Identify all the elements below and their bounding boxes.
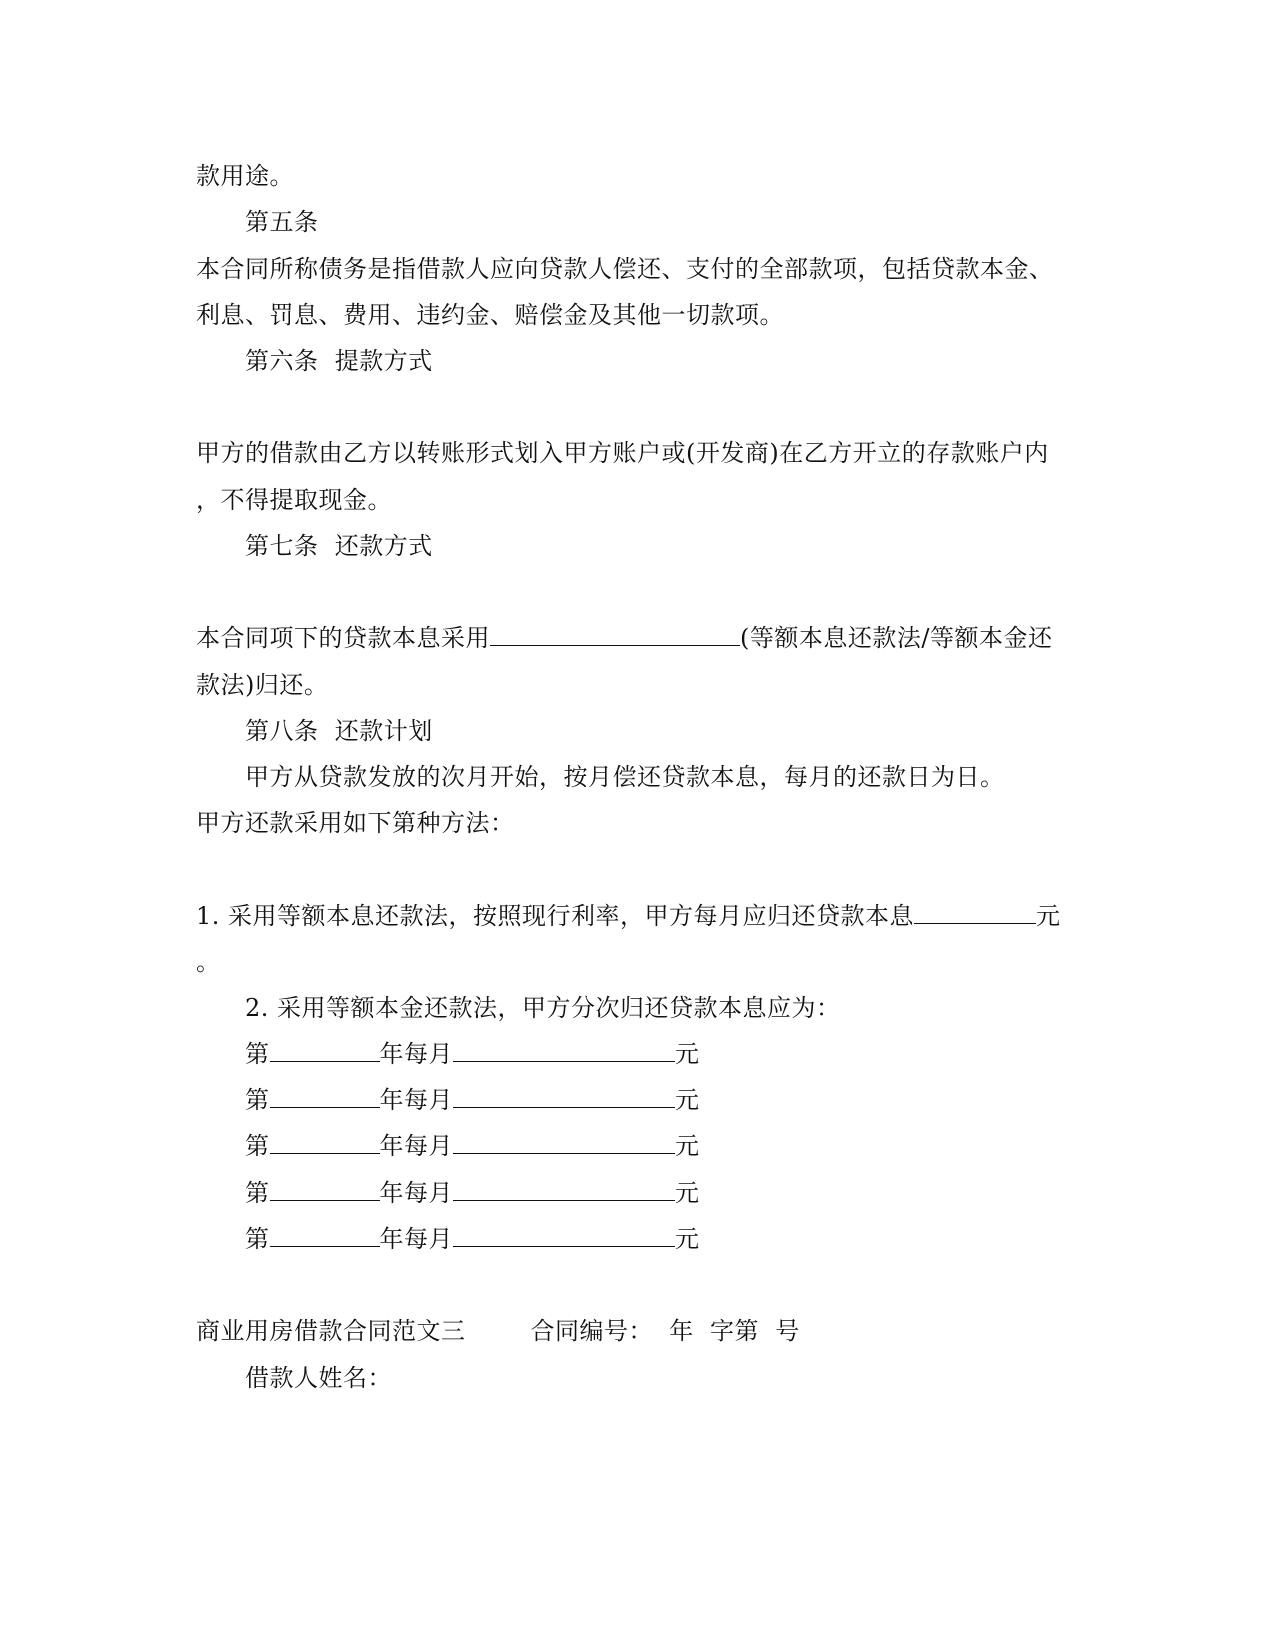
article-heading: 第五条 bbox=[245, 208, 319, 236]
year-blank[interactable] bbox=[270, 1178, 380, 1201]
line-text: (等额本息还款法/等额本金还 bbox=[740, 624, 1053, 652]
amount-blank[interactable] bbox=[453, 1131, 675, 1154]
amount-blank[interactable] bbox=[453, 1178, 675, 1201]
schedule-row bbox=[245, 1223, 700, 1255]
fill-in-blank[interactable] bbox=[914, 901, 1036, 924]
paragraph-line: 甲方的借款由乙方以转账形式划入甲方账户或(开发商)在乙方开立的存款账户内 bbox=[196, 439, 1049, 467]
row-prefix: 第 bbox=[245, 1040, 270, 1068]
schedule-row bbox=[245, 1038, 700, 1070]
row-suffix: 元 bbox=[675, 1040, 700, 1068]
year-blank[interactable] bbox=[270, 1039, 380, 1062]
year-blank[interactable] bbox=[270, 1085, 380, 1108]
paragraph-line: 款法)归还。 bbox=[196, 671, 329, 699]
row-middle: 年每月 bbox=[379, 1040, 453, 1068]
method-one-line bbox=[196, 900, 1061, 932]
paragraph-line: 。 bbox=[196, 948, 221, 976]
section-title-line: 商业用房借款合同范文三 合同编号： 年 字第 号 bbox=[196, 1317, 800, 1345]
article-heading: 第七条 还款方式 bbox=[245, 532, 433, 560]
row-suffix: 元 bbox=[675, 1225, 700, 1253]
row-middle: 年每月 bbox=[379, 1225, 453, 1253]
line-text: 1. 采用等额本息还款法，按照现行利率，甲方每月应归还贷款本息 bbox=[196, 902, 915, 930]
row-middle: 年每月 bbox=[379, 1179, 453, 1207]
row-prefix: 第 bbox=[245, 1086, 270, 1114]
article-heading: 第六条 提款方式 bbox=[245, 347, 433, 375]
row-suffix: 元 bbox=[675, 1132, 700, 1160]
paragraph-line: 款用途。 bbox=[196, 162, 294, 190]
row-prefix: 第 bbox=[245, 1179, 270, 1207]
row-middle: 年每月 bbox=[379, 1086, 453, 1114]
method-two-line: 2. 采用等额本金还款法，甲方分次归还贷款本息应为： bbox=[245, 994, 841, 1022]
paragraph-line: 甲方还款采用如下第种方法： bbox=[196, 809, 515, 837]
paragraph-line: ，不得提取现金。 bbox=[196, 486, 392, 514]
line-text: 本合同项下的贷款本息采用 bbox=[196, 624, 490, 652]
amount-blank[interactable] bbox=[453, 1039, 675, 1062]
year-blank[interactable] bbox=[270, 1131, 380, 1154]
row-suffix: 元 bbox=[675, 1086, 700, 1114]
paragraph-line: 甲方从贷款发放的次月开始，按月偿还贷款本息，每月的还款日为日。 bbox=[245, 763, 1005, 791]
paragraph-line: 利息、罚息、费用、违约金、赔偿金及其他一切款项。 bbox=[196, 301, 784, 329]
schedule-row bbox=[245, 1177, 700, 1209]
schedule-row bbox=[245, 1084, 700, 1116]
fill-in-blank[interactable] bbox=[490, 623, 740, 646]
amount-blank[interactable] bbox=[453, 1085, 675, 1108]
year-blank[interactable] bbox=[270, 1224, 380, 1247]
line-text: 元 bbox=[1036, 902, 1061, 930]
article-heading: 第八条 还款计划 bbox=[245, 717, 433, 745]
paragraph-line: 借款人姓名： bbox=[245, 1364, 392, 1392]
row-prefix: 第 bbox=[245, 1132, 270, 1160]
row-middle: 年每月 bbox=[379, 1132, 453, 1160]
schedule-row bbox=[245, 1130, 700, 1162]
row-suffix: 元 bbox=[675, 1179, 700, 1207]
amount-blank[interactable] bbox=[453, 1224, 675, 1247]
row-prefix: 第 bbox=[245, 1225, 270, 1253]
paragraph-line: 本合同所称债务是指借款人应向贷款人偿还、支付的全部款项，包括贷款本金、 bbox=[196, 255, 1054, 283]
paragraph-line-with-blank bbox=[196, 622, 1052, 654]
